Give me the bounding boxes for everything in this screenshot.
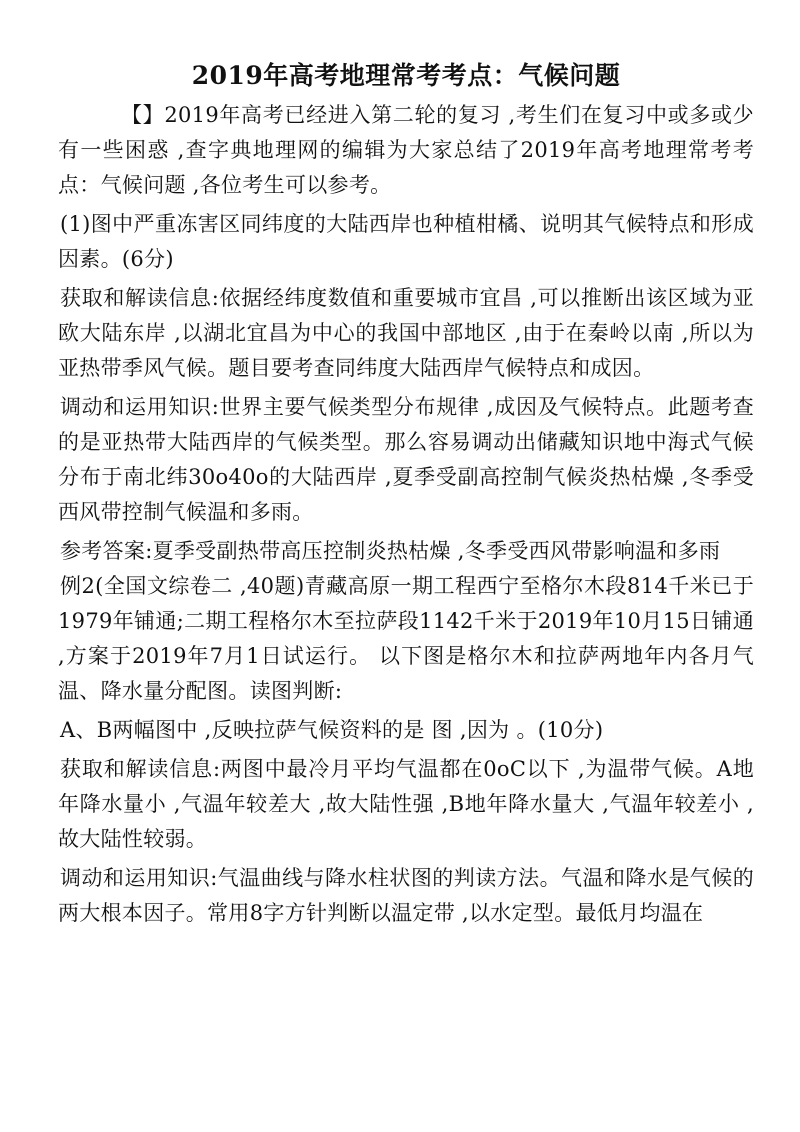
question-1-paragraph: (1)图中严重冻害区同纬度的大陆西岸也种植柑橘、说明其气候特点和形成因素。(6分) [58, 212, 754, 271]
info-interpretation-paragraph: 获取和解读信息:依据经纬度数值和重要城市宜昌 ,可以推断出该区域为亚欧大陆东岸 ,以湖北宜昌为中心的我国中部地区 ,由于在秦岭以南 ,所以为亚热带季风气候。题目要考查同纬度大陆西岸气候特点和成因。 [58, 286, 754, 380]
intro-paragraph: 【】2019年高考已经进入第二轮的复习 ,考生们在复习中或多或少有一些困惑 ,查字典地理网的编辑为大家总结了2019年高考地理常考考点：气候问题 ,各位考生可以参考。 [58, 103, 754, 197]
knowledge-application-paragraph: 调动和运用知识:世界主要气候类型分布规律 ,成因及气候特点。此题考查的是亚热带大陆西岸的气候类型。那么容易调动出储藏知识地中海式气候分布于南北纬30o40o的大陆西岸 ,夏季受副高控制气候炎热枯燥 ,冬季受西风带控制气候温和多雨。 [58, 395, 754, 524]
knowledge-application-2-paragraph: 调动和运用知识:气温曲线与降水柱状图的判读方法。气温和降水是气候的两大根本因子。常用8字方针判断以温定带 ,以水定型。最低月均温在 [58, 866, 754, 925]
info-interpretation-2-paragraph: 获取和解读信息:两图中最冷月平均气温都在0oC以下 ,为温带气候。A地年降水量小 ,气温年较差大 ,故大陆性强 ,B地年降水量大 ,气温年较差小 ,故大陆性较弱。 [58, 757, 754, 851]
example-2-paragraph: 例2(全国文综卷二 ,40题)青藏高原一期工程西宁至格尔木段814千米已于1979年铺通;二期工程格尔木至拉萨段1142千米于2019年10月15日铺通 ,方案于2019年7月1日试运行。 以下图是格尔木和拉萨两地年内各月气温、降水量分配图。读图判断: [58, 574, 754, 703]
document-title: 2019年高考地理常考考点：气候问题 [191, 61, 621, 90]
reference-answer-paragraph: 参考答案:夏季受副热带高压控制炎热枯燥 ,冬季受西风带影响温和多雨 [60, 539, 721, 563]
question-ab-paragraph: A、B两幅图中 ,反映拉萨气候资料的是 图 ,因为 。(10分) [60, 718, 604, 742]
